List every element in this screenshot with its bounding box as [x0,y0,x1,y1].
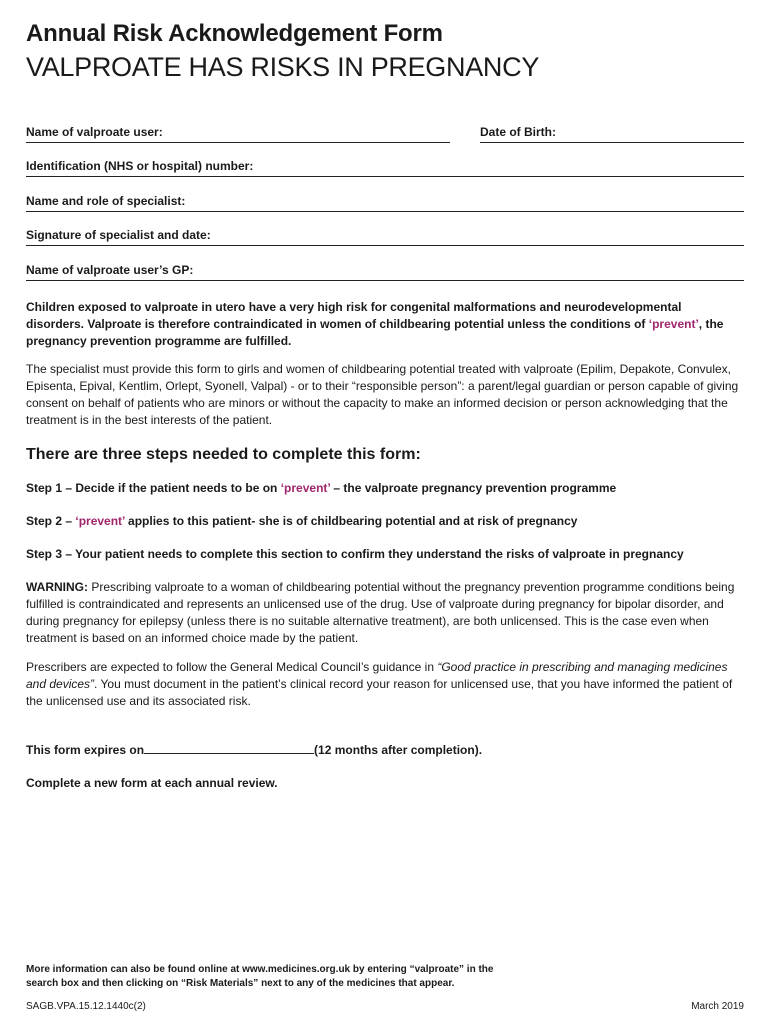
step2-text-b: applies to this patient- she is of childbearing potential and at risk of pregnancy [124,514,578,528]
prescribers-text-b: . You must document in the patient’s clinical record your reason for unlicensed use, that you have informed the patient of the unlicensed use and its associated risk. [26,677,733,708]
dob-field[interactable]: Date of Birth: [480,125,744,143]
warning-text: Prescribing valproate to a woman of childbearing potential without the pregnancy prevention programme conditions being fulfilled is contraindicated and represents an unlicensed use of the drug. Use of valproate during pregnancy for bipolar disorder, and during pregnancy for epilepsy (unless there is no suitable alternative treatment), are both unlicensed. This is the case even when treatment is based on an informed choice made by the patient. [26,580,735,645]
specialist-field[interactable]: Name and role of specialist: [26,194,744,212]
intro-text-1: Children exposed to valproate in utero have a very high risk for congenital malformations and neurodevelopmental disorders. Valproate is therefore contraindicated in women of childbearing potential unless the conditions of [26,300,682,331]
document-date: March 2019 [691,1001,744,1012]
steps-heading: There are three steps needed to complete this form: [26,446,421,463]
intro-body-paragraph: The specialist must provide this form to girls and women of childbearing potential treated with valproate (Epilim, Depakote, Convulex, Episenta, Epival, Kentlim, Orlept, Syonell, Valpal) - or to their “responsible person”: a parent/legal guardian or person capable of giving consent on behalf of patients who are minors or without the capacity to make an informed decision or person acknowledging that the treatment is in the best interests of the patient. [26,362,739,427]
step-2 [26,514,577,528]
step-1 [26,481,616,495]
gmc-guidance-title: “Good practice in prescribing and managing medicines and devices” [26,660,728,691]
prescribers-paragraph [26,659,742,710]
form-subtitle: VALPROATE HAS RISKS IN PREGNANCY [26,52,540,82]
identification-field[interactable]: Identification (NHS or hospital) number: [26,159,744,177]
user-name-field[interactable]: Name of valproate user: [26,125,450,143]
warning-label: WARNING: [26,580,88,594]
expiry-prefix: This form expires on [26,743,145,757]
prescribers-text-a: Prescribers are expected to follow the General Medical Council’s guidance in [26,660,438,674]
signature-field[interactable]: Signature of specialist and date: [26,228,744,246]
intro-prevent: ‘prevent’ [648,317,699,331]
document-code: SAGB.VPA.15.12.1440c(2) [26,1001,146,1012]
intro-bold-paragraph [26,299,742,350]
warning-paragraph [26,579,742,647]
step1-prevent: ‘prevent’ [280,481,331,495]
step1-text-b: – the valproate pregnancy prevention programme [330,481,617,495]
form-title: Annual Risk Acknowledgement Form [26,20,443,47]
intro-text-2: , the pregnancy prevention programme are fulfilled. [26,317,724,348]
expiry-line [26,742,482,757]
step1-text-a: Step 1 – Decide if the patient needs to be on [26,481,281,495]
step2-prevent: ‘prevent’ [75,514,125,528]
more-info-note: More information can also be found online at www.medicines.org.uk by entering “valproate” in the search box and then clicking on “Risk Materials” next to any of the medicines that appear. [26,964,494,989]
step2-text-a: Step 2 – [26,514,76,528]
gp-field[interactable]: Name of valproate user’s GP: [26,263,744,281]
expiry-date-blank[interactable] [144,742,314,754]
step-3: Step 3 – Your patient needs to complete this section to confirm they understand the risks of valproate in pregnancy [26,547,684,561]
annual-review-note: Complete a new form at each annual review. [26,776,278,790]
expiry-suffix: (12 months after completion). [314,743,483,757]
